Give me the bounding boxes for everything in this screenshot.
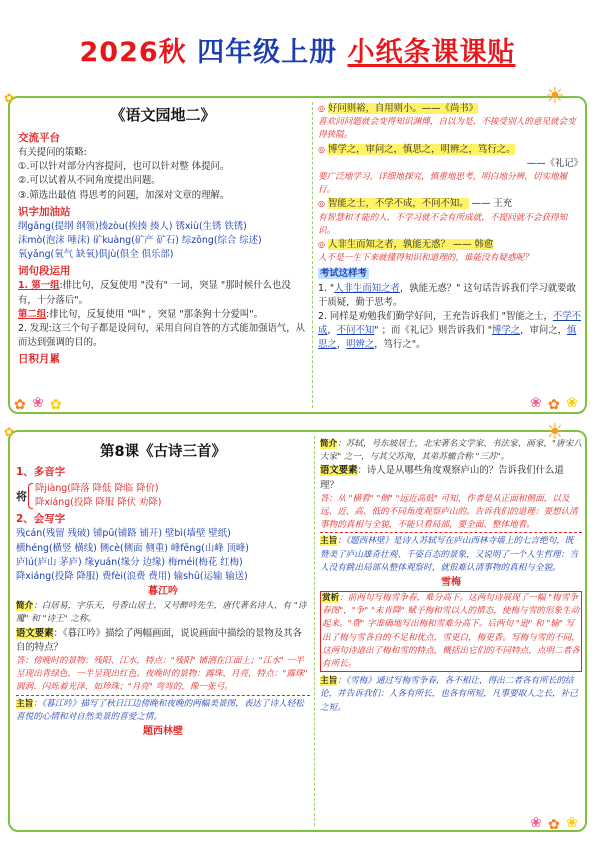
- exam-item-1: [318, 282, 583, 310]
- quote-3: [318, 197, 583, 211]
- poem3-appreciation: [320, 591, 582, 672]
- lesson-title-yuwenyuandi: 《语文园地二》: [110, 106, 216, 124]
- poem1-main-text: ：《暮江吟》描写了秋日江边傍晚和夜晚的两幅美景图，表达了诗人轻松喜悦的心情和对自然美景的喜爱之情。: [16, 698, 304, 722]
- poem1-answer: 答：傍晚时的景物：残阳、江水，特点："残阳" 铺洒在江面上；"江水" 一半呈现出青绿色，一半呈现出红色。夜晚时的景物：露珠、月亮，特点："露珠" 圆润、闪烁着光泽，如珍珠；"月亮" 弯弯的，像一张弓。: [16, 655, 310, 696]
- exchange-item: ③.筛选出最值 得思考的问题，加深对文章的理解。: [18, 189, 230, 201]
- poem2-answer: 答：从 "横看" "侧" "远近高低" 可知，作者是从正面和侧面，以及远、近、高、低的不同角度观察庐山的。告诉我们的道理：要想认清事物的真相与全貌，不能只看局部，要全面、整体地看。: [320, 493, 582, 534]
- exam-item-2: [318, 310, 583, 353]
- flower-icon: ❀: [32, 395, 44, 411]
- quote-3-source: —— 王充: [471, 198, 513, 210]
- exam-2-text: 2. 同样是劝勉我们勤学好问，王充告诉我们 "智能之士，: [318, 311, 553, 323]
- exam-2-text: ，: [336, 339, 347, 351]
- main-tag: 主旨: [320, 536, 338, 547]
- exam-2-answer: 不问不知: [336, 325, 375, 337]
- poem3-main: [320, 675, 582, 715]
- words-2-text: :排比句，反复使用 "叫" ，突显 "那条狗十分爱叫"。: [46, 308, 263, 320]
- section-words: 词句段运用: [18, 265, 71, 278]
- bottom-right-column: [320, 432, 582, 830]
- chars-line: 沫mò(泡沫 唾沫) 矿kuàng(矿产 矿石) 综zōng(综合 综述): [18, 235, 262, 247]
- sun-icon: ☀: [545, 84, 565, 109]
- exam-2-text: ，审问之，: [520, 325, 568, 337]
- section-chars: 识字加油站: [18, 205, 71, 218]
- polyphone-block: [16, 482, 310, 510]
- title-name: 小纸条课课贴: [347, 37, 516, 68]
- page-title: [0, 30, 595, 69]
- poem3-main-text: ：《雪梅》通过写梅雪争春，各不相让，得出二者各有所长的结论，并告诉我们：人各有所长，也各有所短，凡事要取人之长，补己之短。: [320, 676, 578, 713]
- key-tag: 语文要素: [16, 627, 54, 639]
- poem2-key-text: ：诗人是从哪些角度观察庐山的？告诉我们什么道理？: [320, 465, 564, 491]
- section-polyphone: 1、多音字: [16, 466, 66, 478]
- title-grade: 四年级上册: [197, 37, 338, 68]
- poem1-main: [16, 698, 310, 724]
- flower-icon: ✿: [548, 817, 560, 832]
- flower-icon: ✿: [548, 397, 560, 413]
- quote-4-text: 人非生而知之者，孰能无惑？ —— 韩愈: [327, 239, 494, 251]
- exam-1-text: ，孰能无惑？" 这句话告诉我们学习就要敢于质疑，勤于思考。: [318, 282, 576, 308]
- poem2-key: [320, 464, 582, 492]
- bottom-card: [8, 430, 587, 832]
- quote-1: [318, 102, 583, 116]
- exam-tag-row: [318, 267, 583, 281]
- words-item-2: [18, 308, 308, 322]
- appreciation-tag: 赏析: [322, 593, 340, 604]
- poem-title-tixilinbi: 题西林壁: [143, 726, 183, 738]
- poem3-appreciation-text: ：前两句写梅雪争春，难分高下。这两句诗展现了一幅 "梅雪争春图"，"争" "未肯降" 赋予梅和雪以人的情态，使梅与雪的形象生动起来。"费" 字准确地写出梅和雪难分高下。后两句 "逊" 和 "输" 写出了梅与雪各自的不足和优点，雪更白，梅更香。写梅与雪的不同，这两句诗道出了梅和雪的特点，概括出它们的不同特点，点明二者各有所长。: [322, 593, 580, 670]
- words-1-label: 1. 第一组: [18, 280, 60, 292]
- flower-icon: ✿: [4, 425, 15, 439]
- poem2-main: [320, 535, 582, 575]
- title-year: 2026秋: [79, 37, 187, 68]
- sun-icon: ☀: [545, 420, 565, 445]
- polyphone-reading-text: 降jiàng(降落 降低 降临 降价): [35, 483, 159, 494]
- exchange-item: ②.可以试着从不同角度提出问题。: [18, 175, 161, 187]
- poem2-intro: [320, 438, 582, 464]
- exam-tag: 考试这样考: [320, 268, 367, 280]
- flower-icon: ✿: [50, 397, 62, 413]
- section-daily: 日积月累: [18, 353, 60, 366]
- flower-icon: ✿: [14, 397, 26, 413]
- poem-title-mujiangyin: 暮江吟: [148, 586, 178, 598]
- poem2-intro-text: ：苏轼，号东坡居士，北宋著名文学家、书法家、画家，"唐宋八大家" 之一，与其父苏洵、其弟苏辙合称 "三苏"。: [320, 439, 582, 463]
- bottom-divider: [314, 436, 315, 826]
- words-item-1: [18, 279, 308, 307]
- polyphone-reading: [35, 482, 161, 496]
- bullet-icon: ◎: [318, 144, 325, 154]
- quote-2-source: ——《礼记》: [526, 157, 583, 169]
- poem1-key-text: ：《暮江吟》描绘了两幅画面，说说画面中描绘的景物及其各自的特点？: [16, 627, 302, 653]
- write-line: 残cán(残留 残破) 铺pū(铺路 铺开) 壁bì(墙壁 壁纸): [16, 528, 231, 540]
- flower-icon: ❀: [566, 815, 578, 831]
- exchange-intro: 有关提问的策略:: [18, 147, 87, 158]
- poem1-intro-text: ：白居易，字乐天，号香山居士，又号醉吟先生，唐代著名诗人，有 "诗魔" 和 "诗王" 之称。: [16, 601, 307, 625]
- bullet-icon: ◎: [318, 104, 325, 113]
- exam-1-answer: 人非生而知之者: [334, 282, 400, 294]
- exam-2-text: ，: [327, 325, 337, 337]
- lesson-title-gushi: 第8课《古诗三首》: [99, 444, 227, 460]
- write-line: 横héng(横竖 横线) 侧cè(侧面 侧重) 峰fēng(山峰 顶峰): [16, 542, 249, 554]
- exam-2-answer: 不学不成: [318, 311, 581, 337]
- poem1-key: [16, 627, 310, 655]
- flower-icon: ❀: [530, 815, 542, 831]
- poem2-main-text: ：《题西林壁》是诗人苏轼写在庐山西林寺墙上的七言绝句，既赞美了庐山雄奇壮观、千姿百态的景象，又说明了一个人生哲理：当人没有跳出局部从整体观察时，就很难认清事物的真相与全貌。: [320, 536, 578, 573]
- poem-title-xuemei: 雪梅: [441, 577, 461, 589]
- write-line: 庐lú(庐山 茅庐) 缘yuán(缘分 边缘) 梅méi(梅花 红梅): [16, 556, 243, 568]
- words-2-label: 第二组: [18, 308, 47, 320]
- quote-1-text: 好问则裕，自用则小。——《尚书》: [327, 103, 478, 114]
- poem1-intro: [16, 600, 310, 626]
- top-divider: [312, 102, 313, 408]
- intro-tag: 简介: [16, 601, 34, 612]
- section-exchange: 交流平台: [18, 132, 60, 144]
- flower-icon: ❀: [530, 395, 542, 411]
- flower-icon: ✿: [4, 91, 15, 105]
- top-right-column: [318, 98, 583, 412]
- exam-2-answer: 博学之: [492, 325, 521, 337]
- exam-1-text: 1. ": [318, 282, 335, 294]
- flower-icon: ❀: [566, 395, 578, 411]
- key-tag: 语文要素: [320, 465, 358, 477]
- quote-4: [318, 238, 583, 252]
- quote-1-note: 喜欢问问题就会变得知识渊博，自以为是、不接受别人的意见就会变得狭隘。: [318, 117, 576, 141]
- section-write: 2、会写字: [16, 513, 66, 526]
- quote-2: [318, 143, 583, 157]
- main-tag: 主旨: [16, 698, 34, 709]
- polyphone-char: 将: [16, 490, 27, 504]
- brace-icon: [28, 483, 33, 509]
- intro-tag: 简介: [320, 439, 338, 449]
- exchange-item: ①.可以针对部分内容提问，也可以针对整 体提问。: [18, 161, 230, 173]
- quote-4-note: 人不是一生下来就懂得知识和道理的，谁能没有疑惑呢？: [318, 253, 533, 264]
- polyphone-reading-text: 降xiáng(投降 降服 降伏 劝降): [35, 497, 162, 509]
- top-left-column: [18, 98, 308, 412]
- exam-2-answer: 明辨之: [346, 339, 375, 351]
- main-tag: 主旨: [320, 676, 338, 687]
- polyphone-reading: [35, 496, 161, 510]
- top-card: [8, 96, 587, 414]
- words-1-text: :排比句，反复使用 "没有" 一词，突显 "那时候什么也没有，十分落后"。: [18, 280, 291, 306]
- quote-3-text: 智能之士，不学不成，不问不知。: [327, 198, 469, 210]
- write-line: 降xiáng(投降 降服) 费fèi(浪费 费用) 输shū(运输 输送): [16, 571, 248, 583]
- words-item-3: 2. 发现:这三个句子都是设问句，采用自问自答的方式能加强语气，从而达到强调的目的。: [18, 323, 305, 349]
- quote-2-text: 博学之，审问之，慎思之，明辨之，笃行之。: [327, 143, 516, 155]
- exam-2-text: " ；而《礼记》则告诉我们 ": [374, 325, 493, 337]
- exam-2-text: ，笃行之"。: [374, 339, 426, 351]
- quote-2-note: 要广泛地学习，详细地探究，慎重地思考，明白地分辨，切实地履行。: [318, 172, 568, 196]
- chars-line: 氧yǎng(氧气 缺氧)俱jù(俱全 俱乐部): [18, 249, 174, 261]
- exam-2-answer: 慎思之: [318, 325, 577, 351]
- bullet-icon: ◎: [318, 240, 325, 250]
- polyphone-readings: [35, 482, 161, 510]
- chars-line: 纲gāng(提纲 纲领)揍zòu(挨揍 揍人) 锈xiù(生锈 铁锈): [18, 220, 247, 232]
- bullet-icon: ◎: [318, 199, 325, 209]
- quote-3-note: 有智慧和才能的人，不学习就不会有所成就，不提问就不会获得知识。: [318, 212, 568, 236]
- bottom-left-column: [16, 432, 310, 830]
